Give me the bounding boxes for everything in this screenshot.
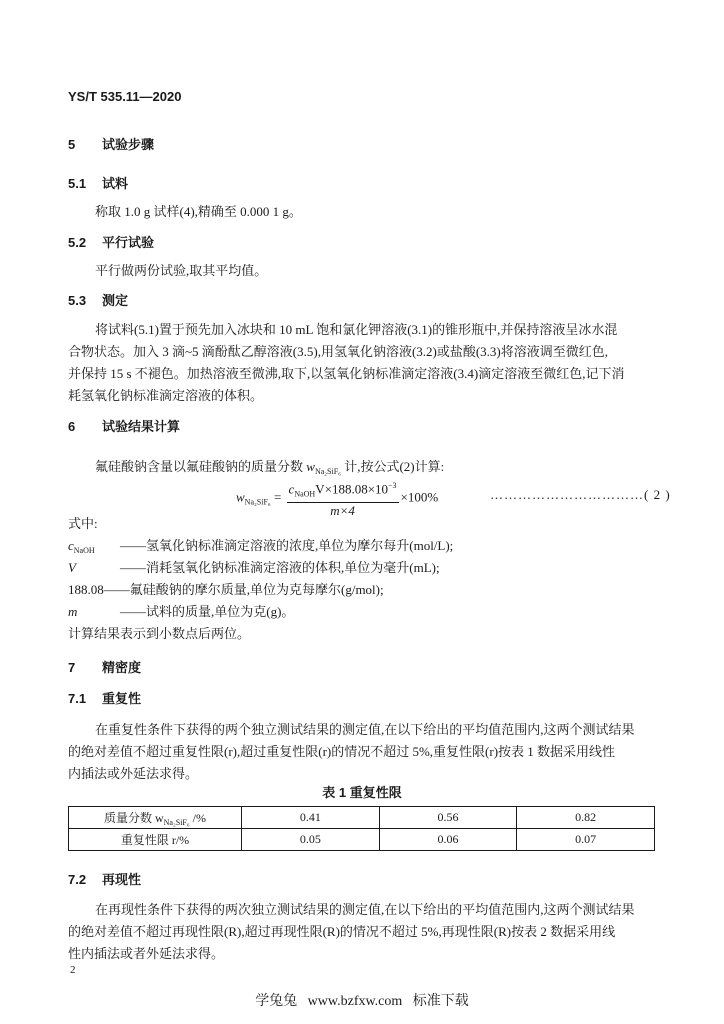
def-symbol: V: [68, 560, 76, 575]
definition-line: [68, 538, 453, 559]
definition-line: [68, 604, 294, 620]
section-number: 5.3: [68, 293, 87, 308]
page-number: 2: [70, 964, 76, 976]
calculation-note: 计算结果表示到小数点后两位。: [68, 626, 251, 641]
dot-leader: ……………………………: [490, 487, 644, 502]
section-number: 7.1: [68, 691, 87, 706]
table-cell: 0.07: [517, 829, 655, 851]
def-symbol: 188.08: [68, 582, 104, 597]
section-5-1-heading: [68, 176, 128, 192]
section-7-1-heading: [68, 691, 141, 707]
subscript: Na₂SiF₆: [163, 817, 190, 827]
formula-lhs: w: [236, 489, 245, 505]
formula-leader: [490, 487, 671, 503]
numerator: [287, 478, 399, 503]
section-5-heading: [68, 137, 154, 153]
section-number: 7.2: [68, 872, 87, 887]
paragraph-line: 将试料(5.1)置于预先加入冰块和 10 mL 饱和氯化钾溶液(3.1)的锥形瓶中,并保持溶液呈冰水混: [95, 322, 618, 337]
section-title: 试验步骤: [102, 137, 155, 152]
symbol: c: [68, 538, 74, 553]
formula-fraction: [287, 478, 399, 519]
def-text: ——氢氧化钠标准滴定溶液的浓度,单位为摩尔每升(mol/L);: [120, 538, 454, 553]
section-title: 测定: [102, 293, 129, 308]
paragraph-line: 性内插法或者外延法求得。: [68, 946, 225, 961]
section-title: 试料: [102, 176, 129, 191]
denominator: m×4: [330, 503, 355, 519]
formula-tail: ×100%: [400, 489, 439, 505]
section-number: 6: [68, 419, 76, 434]
formula-number: ( 2 ): [644, 487, 671, 502]
section-6-heading: [68, 419, 180, 435]
section-title: 重复性: [102, 691, 142, 706]
subscript: NaOH: [73, 546, 95, 555]
paragraph-line: 的绝对差值不超过再现性限(R),超过再现性限(R)的情况不超过 5%,再现性限(R)按表 2 数据采用线: [68, 924, 616, 939]
section-title: 试验结果计算: [102, 419, 181, 434]
section-5-1-text: 称取 1.0 g 试样(4),精确至 0.000 1 g。: [95, 204, 302, 219]
label: 质量分数 w: [103, 810, 164, 825]
subscript: Na₂SiF₆: [244, 497, 271, 507]
def-symbol: m: [68, 604, 78, 619]
paragraph-line: 在再现性条件下获得的两次独立测试结果的测定值,在以下给出的平均值范围内,这两个测试结果: [95, 902, 635, 917]
row-header: [69, 807, 242, 829]
paragraph-line: 并保持 15 s 不褪色。加热溶液至微沸,取下,以氢氧化钠标准滴定溶液(3.4)滴定溶液至微红色,记下消: [68, 366, 625, 381]
section-title: 再现性: [102, 872, 142, 887]
footer-watermark: 学兔兔 www.bzfxw.com 标准下载: [255, 994, 469, 1009]
table-row: [69, 807, 655, 829]
symbol-w: w: [306, 459, 315, 474]
calculation-intro: [95, 459, 444, 480]
where-label: 式中:: [68, 516, 98, 531]
section-number: 5.2: [68, 235, 87, 250]
paragraph-line: 耗氢氧化钠标准滴定溶液的体积。: [68, 388, 264, 403]
table-cell: 0.05: [242, 829, 380, 851]
document-code: YS/T 535.11—2020: [68, 89, 182, 104]
definition-line: [68, 560, 440, 576]
def-symbol: [68, 538, 120, 559]
unit: /%: [189, 810, 207, 825]
section-5-3-heading: [68, 293, 128, 309]
table-cell: 0.82: [517, 807, 655, 829]
table-cell: 0.56: [379, 807, 517, 829]
section-number: 5: [68, 137, 76, 152]
table-row: [69, 829, 655, 851]
equals: =: [273, 489, 282, 505]
row-header: 重复性限 r/%: [69, 829, 242, 851]
repeatability-table: [68, 806, 655, 851]
section-number: 7: [68, 660, 76, 675]
section-5-2-text: 平行做两份试验,取其平均值。: [95, 263, 268, 278]
definition-line: [68, 582, 384, 598]
formula-2: [236, 478, 438, 520]
section-5-2-heading: [68, 235, 154, 251]
paragraph-line: 内插法或外延法求得。: [68, 766, 199, 781]
subscript: Na₂SiF₆: [314, 467, 341, 476]
def-text: ——消耗氢氧化钠标准滴定溶液的体积,单位为毫升(mL);: [120, 560, 440, 575]
paragraph-line: 合物状态。加入 3 滴~5 滴酚酞乙醇溶液(3.5),用氢氧化钠溶液(3.2)或盐酸(3.3)将溶液调至微红色,: [68, 344, 609, 359]
intro-text: 氟硅酸钠含量以氟硅酸钠的质量分数: [95, 459, 307, 474]
exponent: −3: [388, 481, 397, 490]
paragraph-line: 的绝对差值不超过重复性限(r),超过重复性限(r)的情况不超过 5%,重复性限(r)按表 1 数据采用线性: [68, 744, 616, 759]
section-7-2-heading: [68, 872, 141, 888]
section-number: 5.1: [68, 176, 87, 191]
table-cell: 0.41: [242, 807, 380, 829]
section-title: 平行试验: [102, 235, 155, 250]
table-cell: 0.06: [379, 829, 517, 851]
section-7-heading: [68, 660, 141, 676]
def-text: ——氟硅酸钠的摩尔质量,单位为克每摩尔(g/mol);: [103, 582, 384, 597]
numerator-text: V×188.08×10: [315, 481, 389, 497]
paragraph-line: 在重复性条件下获得的两个独立测试结果的测定值,在以下给出的平均值范围内,这两个测试结果: [95, 722, 635, 737]
symbol: c: [288, 481, 295, 497]
intro-text: 计,按公式(2)计算:: [340, 459, 445, 474]
subscript: NaOH: [294, 489, 316, 499]
def-text: ——试料的质量,单位为克(g)。: [120, 604, 295, 619]
table-1-caption: 表 1 重复性限: [322, 785, 402, 800]
section-title: 精密度: [102, 660, 142, 675]
